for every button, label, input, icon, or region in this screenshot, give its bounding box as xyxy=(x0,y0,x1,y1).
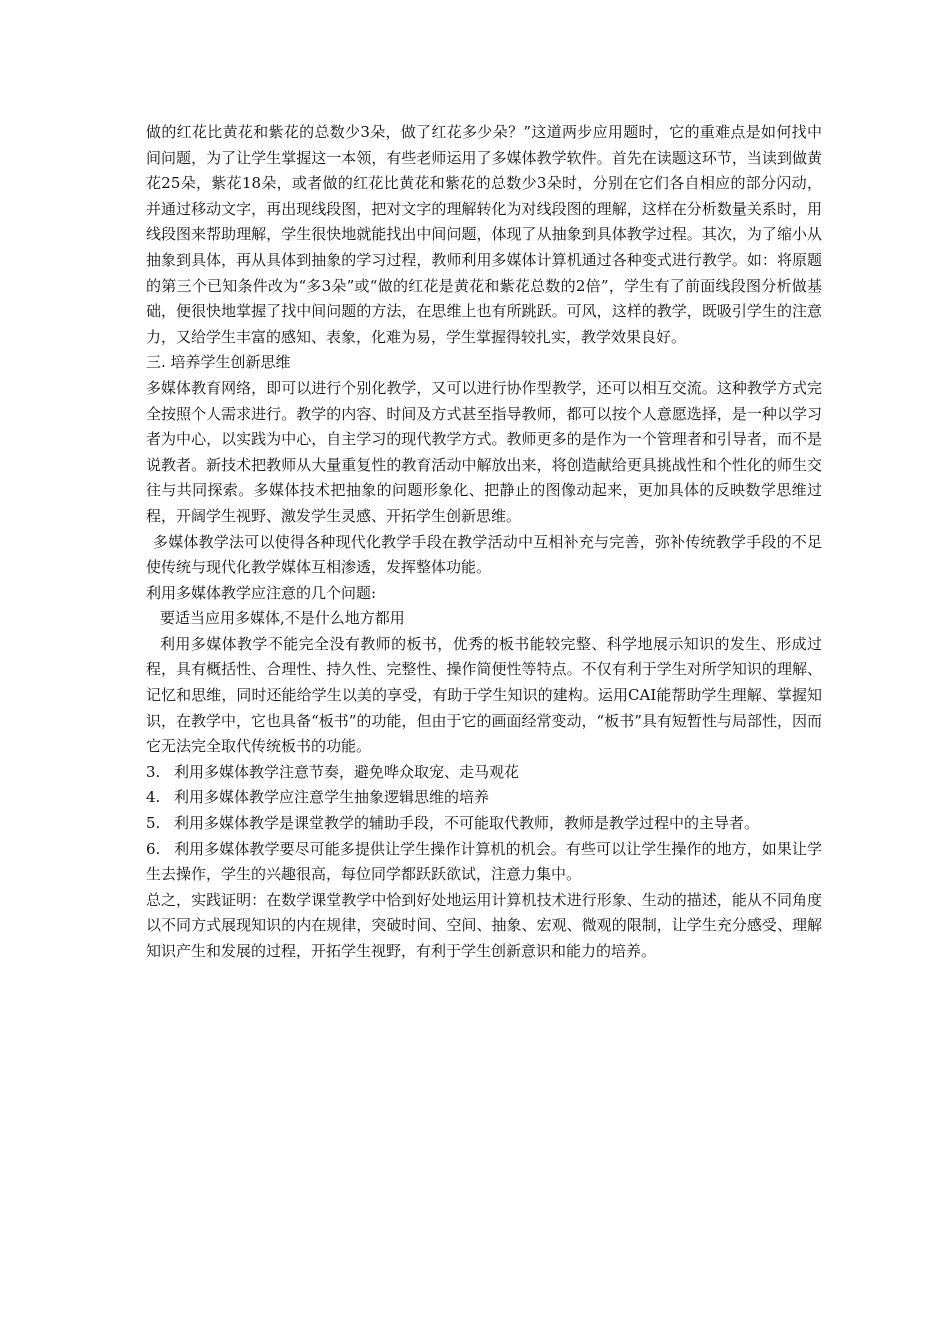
list-number: 5. xyxy=(146,814,161,833)
list-item xyxy=(146,760,822,786)
paragraph-network: 多媒体教育网络，即可以进行个别化教学，又可以进行协作型教学，还可以相互交流。这种教学方式完全按照个人需求进行。教学的内容、时间及方式甚至指导教师，都可以按个人意愿选择，是一种以学习者为中心，以实践为中心，自主学习的现代教学方式。教师更多的是作为一个管理者和引导者，而不是说教者。新技术把教师从大量重复性的教育活动中解放出来，将创造献给更具挑战性和个性化的师生交往与共同探索。多媒体技术把抽象的问题形象化、把静止的图像动起来，更加具体的反映数学思维过程，开阔学生视野、激发学生灵感、开拓学生创新思维。 xyxy=(146,378,822,525)
list-number: 4. xyxy=(146,788,161,807)
list-text: 利用多媒体教学是课堂教学的辅助手段，不可能取代教师，教师是教学过程中的主导者。 xyxy=(174,814,760,833)
list-number: 6. xyxy=(146,839,161,858)
list-text: 利用多媒体教学要尽可能多提供让学生操作计算机的机会。有些可以让学生操作的地方，如果让学生去操作，学生的兴趣很高，每位同学都跃跃欲试，注意力集中。 xyxy=(146,839,822,884)
issues-heading: 利用多媒体教学应注意的几个问题: xyxy=(146,583,377,602)
paragraph-conclusion: 总之，实践证明：在数学课堂教学中恰到好处地运用计算机技术进行形象、生动的描述，能从不同角度以不同方式展现知识的内在规律，突破时间、空间、抽象、宏观、微观的限制，让学生充分感受、理解知识产生和发展的过程，开拓学生视野，有利于学生创新意识和能力的培养。 xyxy=(146,890,822,960)
list-text: 利用多媒体教学应注意学生抽象逻辑思维的培养 xyxy=(174,788,490,807)
issue-subheading-1: 要适当应用多媒体,不是什么地方都用 xyxy=(160,609,405,628)
list-item xyxy=(146,785,822,811)
document-page xyxy=(146,120,822,965)
list-item xyxy=(146,837,822,888)
list-text: 利用多媒体教学注意节奏，避免哗众取宠、走马观花 xyxy=(174,762,520,781)
paragraph-intro: 做的红花比黄花和紫花的总数少3朵，做了红花多少朵？”这道两步应用题时，它的重难点是如何找中间问题，为了让学生掌握这一本领，有些老师运用了多媒体教学软件。首先在读题这环节，当读到做黄花25朵，紫花18朵，或者做的红花比黄花和紫花的总数少3朵时，分别在它们各自相应的部分闪动，并通过移动文字，再出现线段图，把对文字的理解转化为对线段图的理解，这样在分析数量关系时，用线段图来帮助理解，学生很快地就能找出中间问题，体现了从抽象到具体教学过程。其次，为了缩小从抽象到具体，再从具体到抽象的学习过程，教师利用多媒体计算机通过各种变式进行教学。如：将原题的第三个已知条件改为“多3朵”或“做的红花是黄花和紫花总数的2倍”，学生有了前面线段图分析做基础，便很快地掌握了找中间问题的方法，在思维上也有所跳跃。可风，这样的教学，既吸引学生的注意力，又给学生丰富的感知、表象，化难为易，学生掌握得较扎实，教学效果良好。 xyxy=(146,123,822,346)
list-number: 3. xyxy=(146,762,161,781)
section-heading-3: 三. 培养学生创新思维 xyxy=(146,353,291,372)
paragraph-blackboard: 利用多媒体教学不能完全没有教师的板书，优秀的板书能较完整、科学地展示知识的发生、形成过程，具有概括性、合理性、持久性、完整性、操作简便性等特点。不仅有利于学生对所学知识的理解、记忆和思维，同时还能给学生以美的享受，有助于学生知识的建构。运用CAI能帮助学生理解、掌握知识，在教学中，它也具备“板书”的功能，但由于它的画面经常变动，“板书”具有短暂性与局部性，因而它无法完全取代传统板书的功能。 xyxy=(146,634,822,756)
paragraph-complement: 多媒体教学法可以使得各种现代化教学手段在教学活动中互相补充与完善，弥补传统教学手段的不足使传统与现代化教学媒体互相渗透，发挥整体功能。 xyxy=(146,532,822,577)
list-item xyxy=(146,811,822,837)
